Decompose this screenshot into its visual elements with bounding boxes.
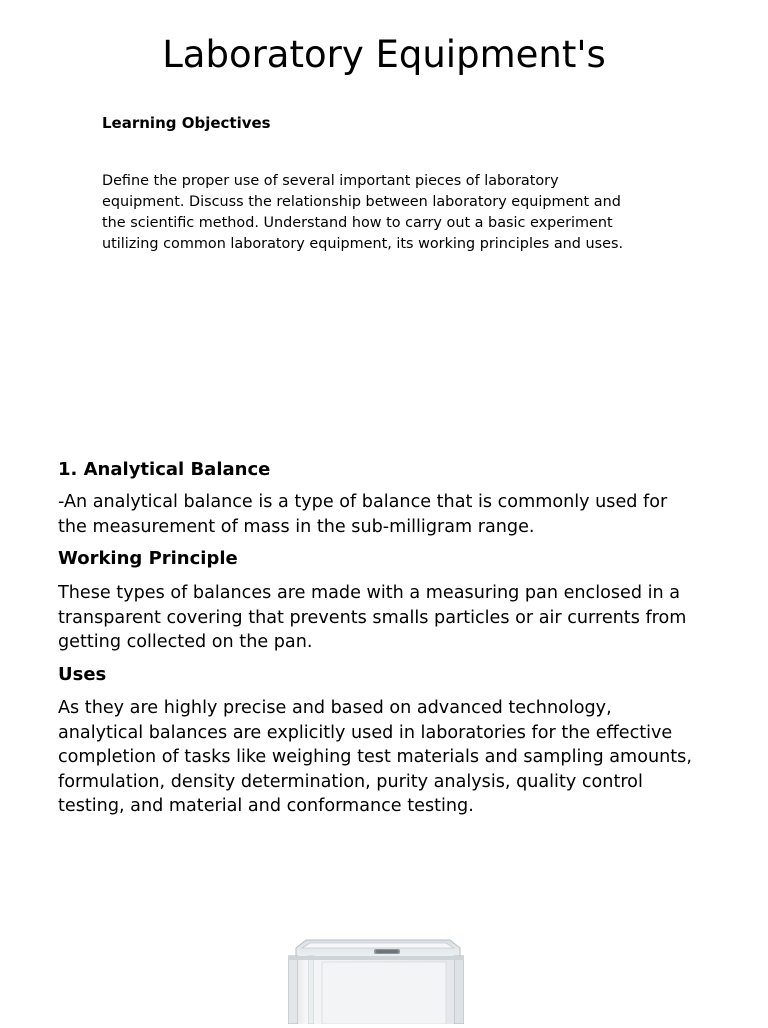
objectives-line: equipment. Discuss the relationship between laboratory equipment and [102,194,621,210]
objectives-line: Define the proper use of several important pieces of laboratory [102,173,559,189]
uses-line: analytical balances are explicitly used in laboratories for the effective [58,722,673,743]
working-principle-line: transparent covering that prevents smalls particles or air currents from [58,607,687,628]
uses-heading: Uses [58,663,107,685]
uses-line: testing, and material and conformance testing. [58,796,474,817]
section-analytical-balance [58,458,748,819]
learning-objectives-text [102,171,682,255]
uses-text [58,696,748,819]
working-principle-line: These types of balances are made with a measuring pan enclosed in a [58,583,681,604]
working-principle-line: getting collected on the pan. [58,632,313,653]
working-principle-text [58,581,748,655]
uses-line: As they are highly precise and based on advanced technology, [58,697,612,718]
objectives-line: utilizing common laboratory equipment, its working principles and uses. [102,236,624,252]
page-title: Laboratory Equipment's [162,33,606,76]
intro-line: the measurement of mass in the sub-milligram range. [58,516,535,537]
section-intro [58,490,748,539]
balance-draft-shield-icon [288,938,464,1024]
working-principle-heading: Working Principle [58,548,238,570]
learning-objectives-heading: Learning Objectives [102,114,271,132]
intro-line: -An analytical balance is a type of balance that is commonly used for [58,492,668,512]
objectives-line: the scientific method. Understand how to carry out a basic experiment [102,215,613,231]
analytical-balance-image [288,938,464,1024]
section-heading: 1. Analytical Balance [58,459,271,480]
uses-line: formulation, density determination, purity analysis, quality control [58,771,643,792]
uses-line: completion of tasks like weighing test materials and sampling amounts, [58,747,692,768]
